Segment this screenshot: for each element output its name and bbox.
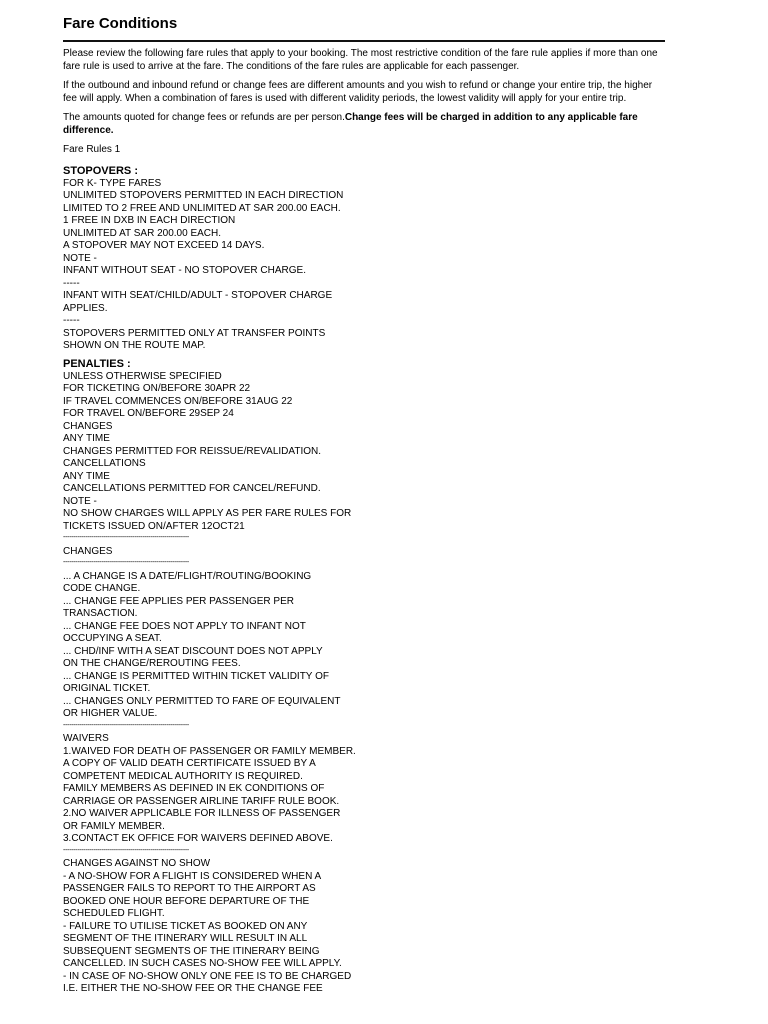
- rule-line: LIMITED TO 2 FREE AND UNLIMITED AT SAR 200.00 EACH.: [63, 202, 341, 214]
- rule-line: BOOKED ONE HOUR BEFORE DEPARTURE OF THE: [63, 895, 310, 907]
- rule-line: ... CHD/INF WITH A SEAT DISCOUNT DOES NOT APPLY: [63, 645, 323, 657]
- rule-line: COMPETENT MEDICAL AUTHORITY IS REQUIRED.: [63, 770, 303, 782]
- rule-line: CODE CHANGE.: [63, 583, 141, 594]
- rule-line: TRANSACTION.: [63, 608, 138, 619]
- fare-rules-label: Fare Rules 1: [63, 144, 121, 155]
- rule-line: FOR TRAVEL ON/BEFORE 29SEP 24: [63, 408, 234, 419]
- rule-line: CARRIAGE OR PASSENGER AIRLINE TARIFF RULE BOOK.: [63, 795, 340, 807]
- intro-paragraph-1: Please review the following fare rules that apply to your booking. The most restrictive condition of the fare rule applies if more than one fare rule is used to arrive at the fare. The conditions of the fare rules are applicable for each passenger.: [63, 48, 658, 72]
- rule-line: NOTE -: [63, 495, 97, 507]
- rule-line: A COPY OF VALID DEATH CERTIFICATE ISSUED BY A: [63, 758, 316, 769]
- rule-line: 1.WAIVED FOR DEATH OF PASSENGER OR FAMILY MEMBER.: [63, 745, 356, 757]
- rule-line: - FAILURE TO UTILISE TICKET AS BOOKED ON ANY: [63, 920, 308, 932]
- rule-line: UNLIMITED AT SAR 200.00 EACH.: [63, 227, 222, 239]
- rule-line: ANY TIME: [63, 470, 110, 482]
- stopovers-rules: [63, 178, 683, 353]
- rule-line: 1 FREE IN DXB IN EACH DIRECTION: [63, 215, 236, 226]
- rule-line: SCHEDULED FLIGHT.: [63, 908, 165, 919]
- rule-line: APPLIES.: [63, 302, 108, 314]
- rule-line: 3.CONTACT EK OFFICE FOR WAIVERS DEFINED ABOVE.: [63, 833, 333, 844]
- rule-line: -----: [63, 277, 80, 289]
- intro-paragraph-3: [63, 112, 668, 137]
- section-separator: --------------------------------------------------------------: [63, 721, 189, 729]
- rule-line: - A NO-SHOW FOR A FLIGHT IS CONSIDERED WHEN A: [63, 870, 322, 882]
- fare-conditions-document: [63, 14, 683, 1001]
- rule-line: OCCUPYING A SEAT.: [63, 633, 162, 644]
- rule-line: TICKETS ISSUED ON/AFTER 12OCT21: [63, 520, 245, 532]
- rule-line: SUBSEQUENT SEGMENTS OF THE ITINERARY BEING: [63, 945, 320, 957]
- rule-line: INFANT WITHOUT SEAT - NO STOPOVER CHARGE.: [63, 265, 306, 276]
- rule-line: 2.NO WAIVER APPLICABLE FOR ILLNESS OF PASSENGER: [63, 808, 341, 819]
- change-fee-warning: Change fees will be charged in addition to any applicable fare difference.: [63, 112, 638, 136]
- rule-line: STOPOVERS PERMITTED ONLY AT TRANSFER POINTS: [63, 327, 326, 339]
- rule-line: ANY TIME: [63, 433, 110, 444]
- rule-line: I.E. EITHER THE NO-SHOW FEE OR THE CHANGE FEE: [63, 983, 323, 994]
- rule-line: NOTE -: [63, 252, 97, 264]
- rule-line: ... CHANGE IS PERMITTED WITHIN TICKET VALIDITY OF: [63, 670, 329, 682]
- rule-line: A STOPOVER MAY NOT EXCEED 14 DAYS.: [63, 240, 265, 251]
- rule-line: UNLESS OTHERWISE SPECIFIED: [63, 370, 222, 382]
- rule-line: SEGMENT OF THE ITINERARY WILL RESULT IN ALL: [63, 933, 308, 944]
- section-separator: --------------------------------------------------------------: [63, 559, 189, 566]
- rule-line: CANCELLED. IN SUCH CASES NO-SHOW FEE WILL APPLY.: [63, 958, 342, 969]
- rule-line: SHOWN ON THE ROUTE MAP.: [63, 340, 206, 351]
- rule-line: FOR K- TYPE FARES: [63, 177, 162, 189]
- rule-line: OR FAMILY MEMBER.: [63, 820, 165, 832]
- rule-line: CHANGES AGAINST NO SHOW: [63, 858, 211, 869]
- title-divider: [63, 40, 665, 42]
- penalties-rules: [63, 371, 683, 996]
- rule-line: UNLIMITED STOPOVERS PERMITTED IN EACH DIRECTION: [63, 190, 344, 201]
- section-separator: --------------------------------------------------------------: [63, 534, 189, 541]
- rule-line: FOR TICKETING ON/BEFORE 30APR 22: [63, 383, 251, 394]
- rule-line: INFANT WITH SEAT/CHILD/ADULT - STOPOVER CHARGE: [63, 290, 333, 301]
- rule-line: CANCELLATIONS PERMITTED FOR CANCEL/REFUND.: [63, 483, 321, 494]
- rule-line: NO SHOW CHARGES WILL APPLY AS PER FARE RULES FOR: [63, 508, 352, 519]
- rule-line: CANCELLATIONS: [63, 458, 146, 469]
- rule-line: - IN CASE OF NO-SHOW ONLY ONE FEE IS TO BE CHARGED: [63, 970, 352, 982]
- stopovers-heading: STOPOVERS :: [63, 164, 138, 177]
- per-person-note: The amounts quoted for change fees or refunds are per person.: [63, 112, 345, 123]
- rule-line: ... A CHANGE IS A DATE/FLIGHT/ROUTING/BOOKING: [63, 570, 312, 582]
- rule-line: ORIGINAL TICKET.: [63, 683, 151, 694]
- rule-line: CHANGES: [63, 420, 113, 432]
- section-separator: --------------------------------------------------------------: [63, 846, 189, 854]
- rule-line: CHANGES: [63, 545, 113, 557]
- rule-line: CHANGES PERMITTED FOR REISSUE/REVALIDATION.: [63, 445, 321, 457]
- rule-line: IF TRAVEL COMMENCES ON/BEFORE 31AUG 22: [63, 395, 293, 407]
- page-title: Fare Conditions: [63, 15, 178, 32]
- intro-paragraph-2: If the outbound and inbound refund or change fees are different amounts and you wish to refund or change your entire trip, the higher fee will apply. When a combination of fares is used with different validity periods, the lowest validity will apply for your entire trip.: [63, 80, 653, 104]
- rule-line: PASSENGER FAILS TO REPORT TO THE AIRPORT AS: [63, 883, 316, 894]
- rule-line: OR HIGHER VALUE.: [63, 708, 158, 719]
- rule-line: ON THE CHANGE/REROUTING FEES.: [63, 658, 241, 669]
- rule-line: FAMILY MEMBERS AS DEFINED IN EK CONDITIONS OF: [63, 783, 325, 794]
- rule-line: ... CHANGES ONLY PERMITTED TO FARE OF EQUIVALENT: [63, 695, 341, 707]
- rule-line: -----: [63, 315, 80, 326]
- rule-line: WAIVERS: [63, 733, 109, 744]
- rule-line: ... CHANGE FEE APPLIES PER PASSENGER PER: [63, 595, 294, 607]
- rule-line: ... CHANGE FEE DOES NOT APPLY TO INFANT NOT: [63, 620, 306, 632]
- penalties-heading: PENALTIES :: [63, 357, 131, 370]
